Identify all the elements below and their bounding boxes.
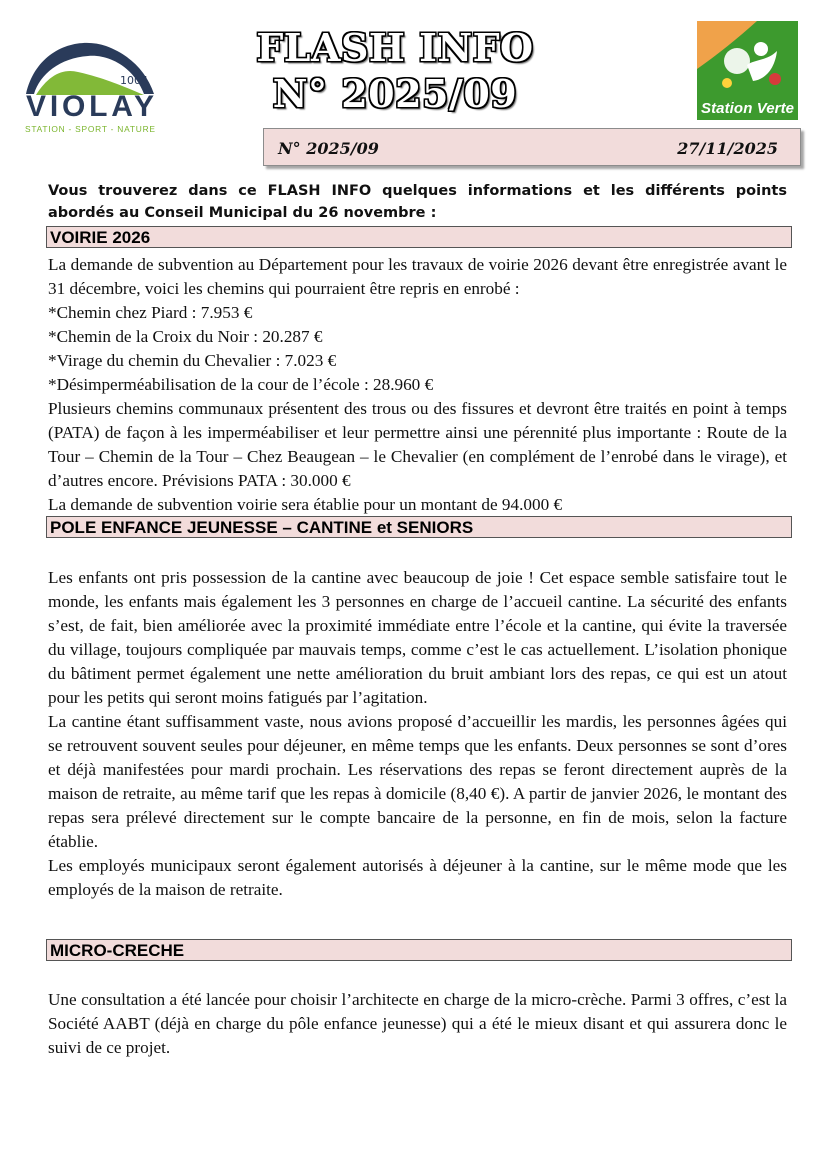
violay-altitude: 1004 [120,74,148,87]
pole-paragraph: Les employés municipaux seront également autorisés à déjeuner à la cantine, sur le même mode que les employés de la maison de retraite. [48,856,787,899]
voirie-paragraph: La demande de subvention au Département pour les travaux de voirie 2026 devant être enregistrée avant le 31 décembre, voici les chemins qui pourraient être repris en enrobé : [48,255,787,298]
page-title-number: N° 2025/09 [272,71,518,116]
pole-paragraph: Les enfants ont pris possession de la cantine avec beaucoup de joie ! Cet espace semble satisfaire tout le monde, les enfants mais également les 3 personnes en charge de l’accueil cantine. La sécurité des enfants s’est, de fait, bien améliorée avec la proximité immédiate entre l’école et la cantine, qui évite la traversée du village, toujours compliquée par mauvais temps, comme c’est le cas actuellement. L’isolation phonique du bâtiment permet également une nette amélioration du bruit ambiant lors des repas, ce qui est un atout pour les petits qui seront moins fatigués par l’agitation. [48,568,787,707]
violay-tagline: STATION - SPORT - NATURE [25,124,155,134]
voirie-list-item: *Virage du chemin du Chevalier : 7.023 € [48,351,337,370]
header-ribbon [263,128,801,166]
voirie-paragraph: Plusieurs chemins communaux présentent des trous ou des fissures et devront être traités en point à temps (PATA) de façon à les imperméabiliser et leur permettre ainsi une pérennité plus importante : Route de la Tour – Chemin de la Tour – Chez Beaugean – le Chevalier (en complément de l’enrobé dans le virage), et d’autres encore. Prévisions PATA : 30.000 € [48,399,787,490]
intro-text: Vous trouverez dans ce FLASH INFO quelques informations et les différents points abordés au Conseil Municipal du 26 novembre : [48,183,787,221]
violay-logo [22,32,162,136]
section-title-pole-enfance: POLE ENFANCE JEUNESSE – CANTINE et SENIORS [46,516,792,538]
voirie-list-item: *Chemin chez Piard : 7.953 € [48,303,253,322]
station-verte-name: Station Verte [701,100,794,117]
section-title-voirie: VOIRIE 2026 [46,226,792,248]
section-title-micro-creche: MICRO-CRECHE [46,939,792,961]
micro-creche-paragraph: Une consultation a été lancée pour choisir l’architecte en charge de la micro-crèche. Parmi 3 offres, c’est la Société AABT (déjà en charge du pôle enfance jeunesse) qui a été le mieux disant et qui assurera donc le suivi de ce projet. [48,990,787,1057]
pole-paragraph: La cantine étant suffisamment vaste, nous avions proposé d’accueillir les mardis, les personnes âgées qui se retrouvent souvent seules pour déjeuner, en même temps que les enfants. Deux personnes se sont d’ores et déjà manifestées pour mardi prochain. Les réservations des repas se feront directement auprès de la maison de retraite, au même tarif que les repas à domicile (8,40 €). A partir de janvier 2026, le montant des repas sera prélevé directement sur le compte bancaire de la personne, en fin de mois, selon la facture établie. [48,712,787,851]
voirie-list-item: *Chemin de la Croix du Noir : 20.287 € [48,327,323,346]
issue-number: N° 2025/09 [278,139,379,158]
section-body-voirie [48,253,787,517]
station-verte-logo [697,21,798,120]
issue-date: 27/11/2025 [677,139,778,158]
voirie-paragraph: La demande de subvention voirie sera établie pour un montant de 94.000 € [48,495,563,514]
violay-name: VIOLAY [26,90,154,123]
section-body-micro-creche [48,988,787,1060]
page-title: FLASH INFO [256,25,534,70]
voirie-list-item: *Désimperméabilisation de la cour de l’école : 28.960 € [48,375,434,394]
section-body-pole-enfance [48,566,787,902]
